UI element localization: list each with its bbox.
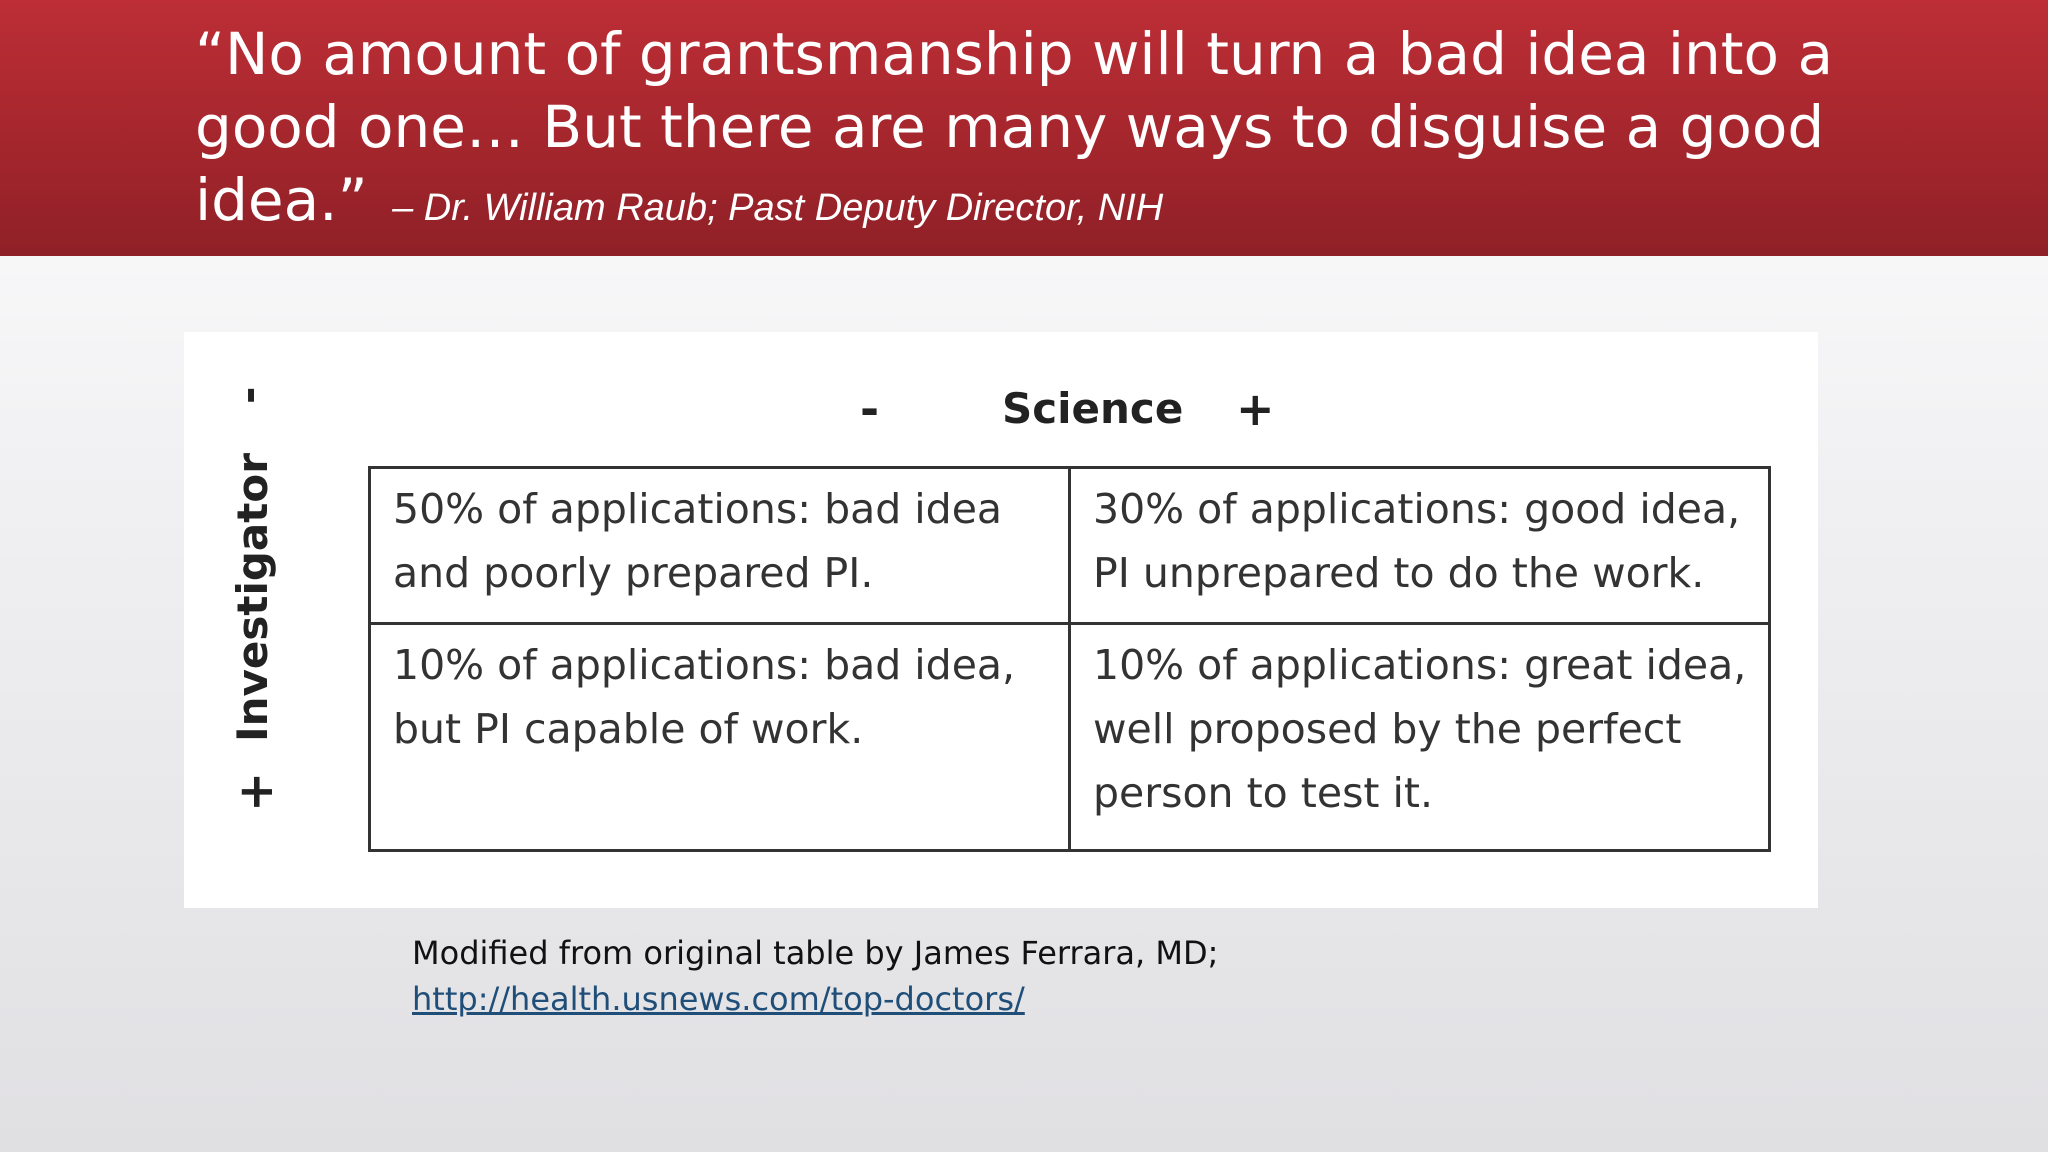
- investigator-axis-label: Investigator: [228, 453, 277, 742]
- table-row: [370, 623, 1770, 850]
- table-panel: [184, 332, 1818, 908]
- matrix-cell-good-science-poor-pi: 30% of applications: good idea, PI unprepared to do the work.: [1070, 468, 1770, 624]
- matrix-cell-great-science-perfect-pi: 10% of applications: great idea, well proposed by the perfect person to test it.: [1070, 623, 1770, 850]
- quote-attribution: – Dr. William Raub; Past Deputy Director, NIH: [392, 187, 1164, 229]
- source-credit: [412, 930, 1218, 1022]
- science-minus-sign: -: [860, 382, 880, 436]
- matrix-cell-bad-science-capable-pi: 10% of applications: bad idea, but PI capable of work.: [370, 623, 1070, 850]
- science-plus-sign: +: [1236, 382, 1275, 436]
- matrix-cell-bad-science-poor-pi: 50% of applications: bad idea and poorly prepared PI.: [370, 468, 1070, 624]
- quote-text: [195, 18, 1915, 245]
- investigator-axis-rotated: [224, 372, 284, 812]
- credit-text: Modified from original table by James Ferrara, MD;: [412, 934, 1219, 972]
- investigator-plus-sign: +: [228, 771, 284, 812]
- source-link[interactable]: http://health.usnews.com/top-doctors/: [412, 980, 1025, 1018]
- investigator-axis: [224, 372, 284, 812]
- science-axis-label: Science: [1002, 384, 1184, 433]
- slide-header: [0, 0, 2048, 256]
- science-axis: [184, 382, 1818, 442]
- science-investigator-matrix: [368, 466, 1771, 852]
- quote-body: “No amount of grantsmanship will turn a bad idea into a good one… But there are many ways to disguise a good idea.”: [195, 20, 1833, 234]
- investigator-minus-sign: -: [224, 386, 273, 404]
- table-row: [370, 468, 1770, 624]
